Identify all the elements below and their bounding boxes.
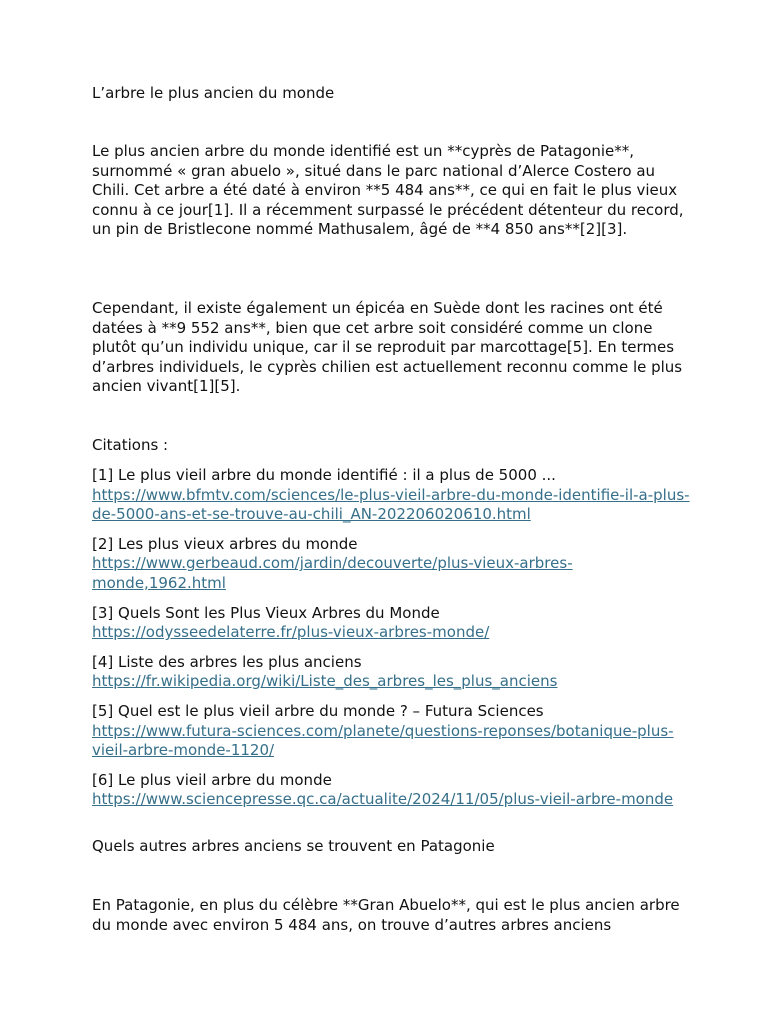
citations-list (92, 466, 692, 820)
citations-heading: Citations : (92, 436, 169, 454)
citation-link[interactable]: https://www.futura-sciences.com/planete/questions-reponses/botanique-plus-vieil-arbre-monde-1120/ (92, 721, 674, 760)
document-title: L’arbre le plus ancien du monde (92, 84, 335, 102)
citation-label: [4] Liste des arbres les plus anciens (92, 652, 362, 671)
citation-label: [1] Le plus vieil arbre du monde identifié : il a plus de 5000 ... (92, 466, 556, 484)
citation-link[interactable]: https://www.bfmtv.com/sciences/le-plus-vieil-arbre-du-monde-identifie-il-a-plus-de-5000-ans-et-se-trouve-au-chili_AN-202206020610.html (92, 485, 690, 524)
citation-item (92, 653, 692, 692)
paragraph-patagonia: En Patagonie, en plus du célèbre **Gran Abuelo**, qui est le plus ancien arbre du monde avec environ 5 484 ans, on trouve d’autres arbres anciens (92, 896, 680, 934)
citation-item (92, 535, 692, 594)
citation-item (92, 702, 692, 761)
citation-item (92, 771, 692, 810)
citation-label: [5] Quel est le plus vieil arbre du monde ? – Futura Sciences (92, 701, 544, 720)
question-heading: Quels autres arbres anciens se trouvent en Patagonie (92, 837, 495, 855)
citation-link[interactable]: https://odysseedelaterre.fr/plus-vieux-arbres-monde/ (92, 623, 490, 642)
paragraph-oldest-tree: Le plus ancien arbre du monde identifié est un **cyprès de Patagonie**, surnommé « gran abuelo », situé dans le parc national d’Alerce Costero au Chili. Cet arbre a été daté à environ **5 484 ans**, ce qui en fait le plus vieux connu à ce jour[1]. Il a récemment surpassé le précédent détenteur du record, un pin de Bristlecone nommé Mathusalem, âgé de **4 850 ans**[2][3]. (92, 142, 684, 239)
citation-link[interactable]: https://www.gerbeaud.com/jardin/decouverte/plus-vieux-arbres-monde,1962.html (92, 554, 573, 592)
citation-link[interactable]: https://fr.wikipedia.org/wiki/Liste_des_arbres_les_plus_anciens (92, 672, 558, 691)
citation-label: [6] Le plus vieil arbre du monde (92, 770, 332, 789)
citation-item (92, 604, 692, 643)
citation-item (92, 466, 692, 525)
citation-label: [2] Les plus vieux arbres du monde (92, 534, 358, 553)
citation-label: [3] Quels Sont les Plus Vieux Arbres du Monde (92, 603, 440, 622)
citation-link[interactable]: https://www.sciencepresse.qc.ca/actualite/2024/11/05/plus-vieil-arbre-monde (92, 790, 674, 809)
paragraph-spruce-sweden: Cependant, il existe également un épicéa en Suède dont les racines ont été datées à **9 552 ans**, bien que cet arbre soit considéré comme un clone plutôt qu’un individu unique, car il se reproduit par marcottage[5]. En termes d’arbres individuels, le cyprès chilien est actuellement reconnu comme le plus ancien vivant[1][5]. (92, 299, 683, 396)
